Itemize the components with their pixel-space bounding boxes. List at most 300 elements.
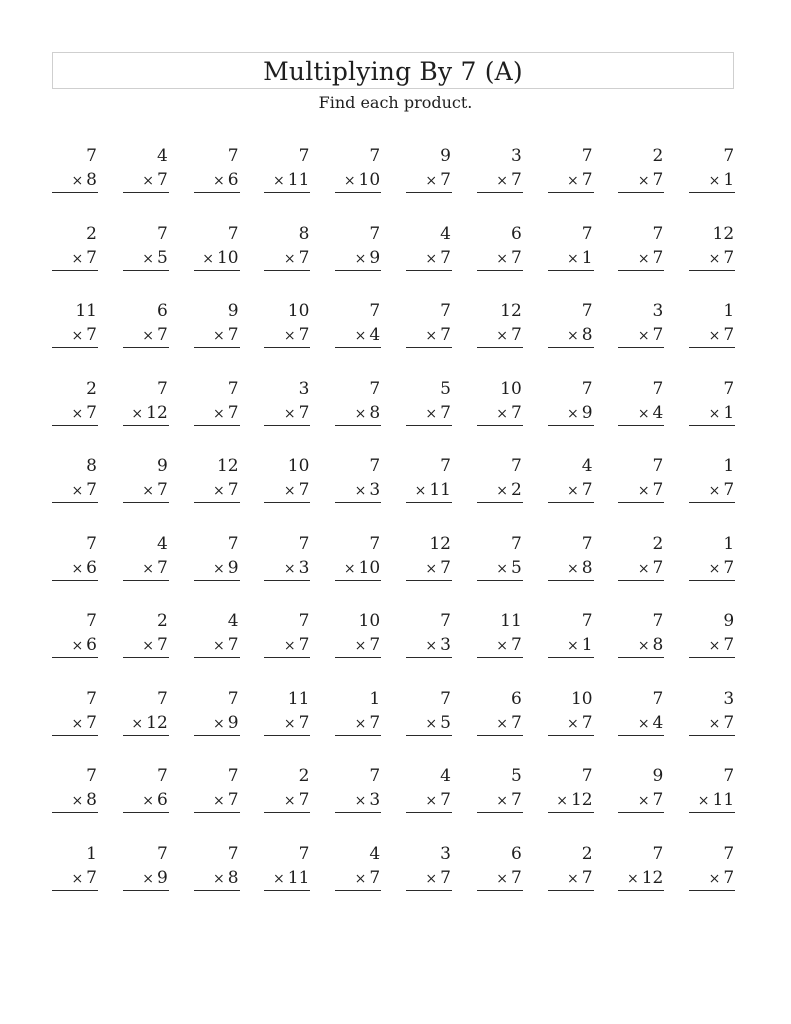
multiplier: 8 [652, 635, 664, 655]
multiplier-line [52, 866, 98, 891]
multiplier-line [335, 478, 381, 503]
multiplicand: 7 [581, 146, 593, 166]
multiplier-line [194, 168, 240, 193]
times-sign: × [273, 870, 285, 887]
multiplicand: 7 [227, 843, 239, 864]
multiplier: 7 [227, 325, 239, 345]
multiplicand: 11 [287, 688, 310, 709]
multiplicand: 7 [652, 378, 664, 399]
times-sign: × [496, 173, 508, 189]
multiplier-line [618, 556, 664, 581]
multiplicand: 7 [86, 533, 97, 554]
multiplier: 7 [723, 867, 735, 888]
multiplicand: 7 [227, 533, 239, 554]
multiplier-line [194, 323, 240, 348]
multiplier-line [548, 866, 594, 891]
times-sign: × [708, 173, 721, 189]
multiplier-line [194, 711, 240, 736]
multiplier-line [477, 788, 523, 813]
times-sign: × [708, 328, 721, 344]
multiplication-problem [689, 688, 735, 766]
multiplier: 7 [227, 790, 239, 810]
times-sign: × [71, 560, 84, 577]
multiplicand: 7 [227, 146, 239, 166]
multiplication-problem [52, 223, 98, 301]
multiplication-problem [618, 610, 664, 688]
multiplier: 4 [369, 325, 381, 345]
multiplier-line [689, 633, 735, 658]
multiplier-line [689, 401, 735, 426]
multiplicand: 7 [510, 533, 522, 554]
times-sign: × [142, 870, 154, 887]
times-sign: × [637, 483, 650, 499]
multiplication-problem [548, 145, 594, 223]
multiplier-line [52, 323, 98, 348]
times-sign: × [142, 483, 154, 499]
multiplication-problem [477, 223, 523, 301]
times-sign: × [567, 870, 579, 887]
multiplication-problem [335, 145, 381, 223]
times-sign: × [213, 638, 225, 654]
multiplication-problem [335, 843, 381, 921]
multiplier-line [618, 323, 664, 348]
multiplicand: 7 [86, 766, 97, 786]
times-sign: × [283, 250, 296, 267]
times-sign: × [142, 638, 154, 654]
multiplier-line [194, 246, 240, 271]
multiplier-line [689, 168, 735, 193]
multiplier-line [689, 478, 735, 503]
multiplier-line [618, 401, 664, 426]
multiplier: 7 [510, 635, 522, 655]
times-sign: × [354, 483, 367, 499]
multiplication-problem [194, 610, 240, 688]
multiplication-problem [618, 455, 664, 533]
times-sign: × [627, 870, 639, 887]
multiplicand: 7 [298, 533, 310, 554]
multiplication-problem [194, 300, 240, 378]
multiplier-line [548, 246, 594, 271]
multiplier: 8 [581, 557, 593, 578]
multiplication-problem [123, 300, 169, 378]
times-sign: × [697, 793, 710, 809]
multiplier-line [406, 788, 452, 813]
multiplier-line [52, 711, 98, 736]
times-sign: × [496, 715, 508, 732]
multiplication-problem [194, 455, 240, 533]
multiplier-line [477, 246, 523, 271]
multiplicand: 1 [723, 301, 735, 321]
multiplier: 7 [440, 867, 451, 888]
times-sign: × [213, 483, 225, 499]
multiplier: 3 [298, 557, 310, 578]
multiplier: 7 [440, 557, 451, 578]
problem-row [52, 378, 742, 456]
times-sign: × [637, 715, 650, 732]
multiplier-line [477, 711, 523, 736]
multiplier: 7 [298, 712, 310, 733]
times-sign: × [343, 560, 356, 577]
multiplier: 7 [652, 170, 664, 190]
multiplier-line [618, 711, 664, 736]
multiplication-problem [123, 145, 169, 223]
multiplication-problem [406, 378, 452, 456]
multiplication-problem [548, 455, 594, 533]
multiplier-line [52, 478, 98, 503]
multiplier: 5 [440, 712, 451, 733]
multiplication-problem [406, 765, 452, 843]
multiplier: 4 [652, 712, 664, 733]
problem-row [52, 765, 742, 843]
multiplication-problem [689, 610, 735, 688]
multiplication-problem [194, 223, 240, 301]
multiplier-line [335, 323, 381, 348]
multiplier: 7 [652, 325, 664, 345]
multiplicand: 7 [369, 766, 381, 786]
multiplicand: 4 [156, 146, 168, 166]
multiplicand: 7 [440, 688, 451, 709]
multiplication-problem [618, 688, 664, 766]
multiplication-problem [477, 688, 523, 766]
multiplication-problem [335, 610, 381, 688]
times-sign: × [354, 793, 367, 809]
times-sign: × [567, 560, 579, 577]
multiplier: 12 [641, 867, 664, 888]
multiplication-problem [618, 378, 664, 456]
times-sign: × [708, 560, 721, 577]
instructions: Find each product. [318, 93, 473, 112]
multiplier: 5 [510, 557, 522, 578]
multiplier: 7 [440, 402, 451, 423]
multiplier: 7 [86, 867, 97, 888]
multiplier-line [406, 168, 452, 193]
times-sign: × [71, 250, 84, 267]
multiplicand: 4 [369, 843, 381, 864]
multiplication-problem [689, 378, 735, 456]
times-sign: × [283, 483, 296, 499]
times-sign: × [283, 638, 296, 654]
times-sign: × [283, 793, 296, 809]
multiplicand: 9 [156, 456, 168, 476]
multiplier-line [335, 866, 381, 891]
multiplier-line [194, 478, 240, 503]
multiplication-problem [548, 300, 594, 378]
multiplication-problem [618, 533, 664, 611]
multiplication-problem [264, 455, 310, 533]
multiplicand: 1 [86, 843, 97, 864]
multiplier: 9 [227, 712, 239, 733]
multiplier-line [52, 633, 98, 658]
multiplier: 7 [652, 790, 664, 810]
multiplication-problem [689, 765, 735, 843]
problem-row [52, 223, 742, 301]
multiplication-problem [123, 688, 169, 766]
times-sign: × [708, 870, 721, 887]
multiplier-line [406, 866, 452, 891]
multiplicand: 10 [287, 301, 310, 321]
multiplication-problem [618, 223, 664, 301]
multiplicand: 7 [581, 611, 593, 631]
multiplier: 1 [581, 635, 593, 655]
multiplier: 6 [86, 635, 97, 655]
multiplicand: 7 [369, 146, 381, 166]
multiplicand: 12 [712, 223, 735, 244]
multiplicand: 4 [440, 223, 451, 244]
multiplier-line [689, 246, 735, 271]
times-sign: × [71, 328, 84, 344]
times-sign: × [354, 328, 367, 344]
multiplicand: 1 [369, 688, 381, 709]
title-box [52, 52, 734, 89]
multiplier: 7 [86, 480, 97, 500]
multiplication-problem [548, 610, 594, 688]
multiplier: 7 [156, 480, 168, 500]
multiplier-line [264, 323, 310, 348]
multiplier-line [123, 478, 169, 503]
multiplier: 7 [723, 480, 735, 500]
multiplier: 9 [156, 867, 168, 888]
multiplicand: 10 [570, 688, 593, 709]
times-sign: × [213, 793, 225, 809]
multiplication-problem [477, 610, 523, 688]
multiplier: 7 [723, 557, 735, 578]
multiplicand: 7 [156, 843, 168, 864]
multiplicand: 5 [440, 378, 451, 399]
multiplication-problem [477, 455, 523, 533]
multiplier-line [52, 556, 98, 581]
multiplicand: 8 [298, 223, 310, 244]
times-sign: × [567, 638, 579, 654]
multiplicand: 7 [723, 146, 735, 166]
multiplier: 7 [298, 325, 310, 345]
multiplier-line [52, 401, 98, 426]
times-sign: × [425, 173, 438, 189]
multiplier: 9 [227, 557, 239, 578]
multiplicand: 3 [298, 378, 310, 399]
multiplier-line [689, 788, 735, 813]
times-sign: × [213, 173, 225, 189]
multiplication-problem [335, 765, 381, 843]
multiplier-line [618, 246, 664, 271]
times-sign: × [567, 483, 579, 499]
multiplier: 6 [227, 170, 239, 190]
times-sign: × [496, 870, 508, 887]
multiplier-line [335, 556, 381, 581]
worksheet-title: Multiplying By 7 (A) [263, 57, 523, 86]
multiplier-line [548, 556, 594, 581]
times-sign: × [283, 405, 296, 422]
multiplicand: 7 [723, 378, 735, 399]
multiplier: 5 [156, 247, 168, 268]
multiplicand: 6 [156, 301, 168, 321]
multiplicand: 12 [500, 301, 522, 321]
multiplicand: 11 [75, 301, 97, 321]
multiplicand: 7 [369, 378, 381, 399]
times-sign: × [213, 560, 225, 577]
multiplier-line [264, 168, 310, 193]
multiplier: 7 [510, 325, 522, 345]
multiplier: 7 [298, 635, 310, 655]
multiplier: 8 [581, 325, 593, 345]
multiplication-problem [123, 610, 169, 688]
multiplication-problem [689, 455, 735, 533]
multiplier-line [548, 633, 594, 658]
times-sign: × [343, 173, 356, 189]
multiplier-line [406, 556, 452, 581]
multiplier: 2 [510, 480, 522, 500]
multiplier-line [264, 401, 310, 426]
problem-row [52, 610, 742, 688]
times-sign: × [142, 328, 154, 344]
multiplication-problem [335, 688, 381, 766]
multiplier: 7 [298, 247, 310, 268]
times-sign: × [71, 793, 84, 809]
multiplication-problem [194, 688, 240, 766]
multiplier: 7 [86, 247, 97, 268]
multiplication-problem [689, 223, 735, 301]
multiplier-line [406, 401, 452, 426]
multiplier-line [194, 401, 240, 426]
multiplier-line [264, 788, 310, 813]
multiplier: 11 [429, 480, 451, 500]
multiplication-problem [548, 533, 594, 611]
multiplicand: 7 [86, 146, 97, 166]
multiplication-problem [52, 455, 98, 533]
multiplicand: 5 [510, 766, 522, 786]
multiplier-line [406, 633, 452, 658]
problem-row [52, 533, 742, 611]
multiplicand: 7 [86, 688, 97, 709]
times-sign: × [496, 250, 508, 267]
multiplier-line [548, 788, 594, 813]
times-sign: × [496, 638, 508, 654]
multiplier: 7 [510, 170, 522, 190]
multiplicand: 2 [156, 611, 168, 631]
multiplication-problem [689, 145, 735, 223]
multiplication-problem [689, 533, 735, 611]
times-sign: × [213, 405, 225, 422]
multiplicand: 11 [500, 611, 522, 631]
multiplication-problem [264, 843, 310, 921]
times-sign: × [567, 715, 579, 732]
multiplicand: 7 [652, 456, 664, 476]
multiplier: 11 [287, 170, 310, 190]
multiplier: 7 [440, 790, 451, 810]
problem-row [52, 300, 742, 378]
multiplier: 7 [510, 867, 522, 888]
multiplication-problem [406, 533, 452, 611]
multiplier: 7 [156, 635, 168, 655]
times-sign: × [708, 715, 721, 732]
times-sign: × [567, 250, 579, 267]
multiplicand: 7 [369, 456, 381, 476]
multiplier-line [123, 168, 169, 193]
multiplication-problem [406, 843, 452, 921]
multiplier: 7 [369, 712, 381, 733]
times-sign: × [354, 405, 367, 422]
times-sign: × [496, 328, 508, 344]
times-sign: × [496, 483, 508, 499]
multiplication-problem [194, 533, 240, 611]
multiplication-problem [548, 688, 594, 766]
multiplier-line [618, 478, 664, 503]
times-sign: × [637, 638, 650, 654]
multiplier-line [548, 478, 594, 503]
times-sign: × [637, 173, 650, 189]
multiplier: 7 [156, 557, 168, 578]
multiplication-problem [335, 533, 381, 611]
multiplier: 7 [369, 867, 381, 888]
multiplier: 8 [86, 170, 97, 190]
multiplication-problem [264, 145, 310, 223]
multiplier-line [618, 633, 664, 658]
multiplicand: 12 [216, 456, 239, 476]
multiplication-problem [548, 378, 594, 456]
multiplier-line [264, 556, 310, 581]
multiplier: 11 [712, 790, 735, 810]
multiplier: 7 [510, 402, 522, 423]
multiplier: 7 [227, 480, 239, 500]
multiplier-line [264, 478, 310, 503]
multiplicand: 7 [581, 301, 593, 321]
multiplicand: 3 [652, 301, 664, 321]
multiplier: 3 [369, 790, 381, 810]
multiplication-problem [689, 300, 735, 378]
multiplier-line [335, 168, 381, 193]
multiplicand: 7 [652, 611, 664, 631]
multiplier: 10 [358, 170, 381, 190]
multiplier: 9 [581, 402, 593, 423]
multiplication-problem [52, 688, 98, 766]
multiplication-problem [548, 223, 594, 301]
multiplier: 8 [227, 867, 239, 888]
multiplier: 1 [723, 402, 735, 423]
times-sign: × [567, 405, 579, 422]
multiplier: 7 [156, 170, 168, 190]
multiplier-line [618, 168, 664, 193]
multiplier: 7 [86, 402, 97, 423]
multiplicand: 7 [652, 688, 664, 709]
times-sign: × [708, 405, 721, 422]
multiplicand: 4 [581, 456, 593, 476]
multiplier: 7 [581, 480, 593, 500]
times-sign: × [142, 793, 154, 809]
multiplier: 7 [298, 480, 310, 500]
times-sign: × [71, 173, 84, 189]
multiplicand: 7 [581, 533, 593, 554]
multiplier-line [689, 323, 735, 348]
times-sign: × [637, 405, 650, 422]
times-sign: × [708, 250, 721, 267]
multiplier-line [52, 788, 98, 813]
multiplication-problem [123, 533, 169, 611]
times-sign: × [354, 715, 367, 732]
multiplication-problem [52, 765, 98, 843]
multiplicand: 1 [723, 533, 735, 554]
multiplicand: 9 [723, 611, 735, 631]
multiplicand: 7 [86, 611, 97, 631]
multiplicand: 7 [156, 223, 168, 244]
multiplicand: 7 [652, 223, 664, 244]
multiplicand: 7 [440, 301, 451, 321]
multiplication-problem [194, 843, 240, 921]
multiplication-problem [618, 765, 664, 843]
multiplicand: 7 [581, 766, 593, 786]
multiplier-line [264, 633, 310, 658]
multiplier: 8 [369, 402, 381, 423]
multiplication-problem [194, 765, 240, 843]
multiplication-problem [264, 533, 310, 611]
